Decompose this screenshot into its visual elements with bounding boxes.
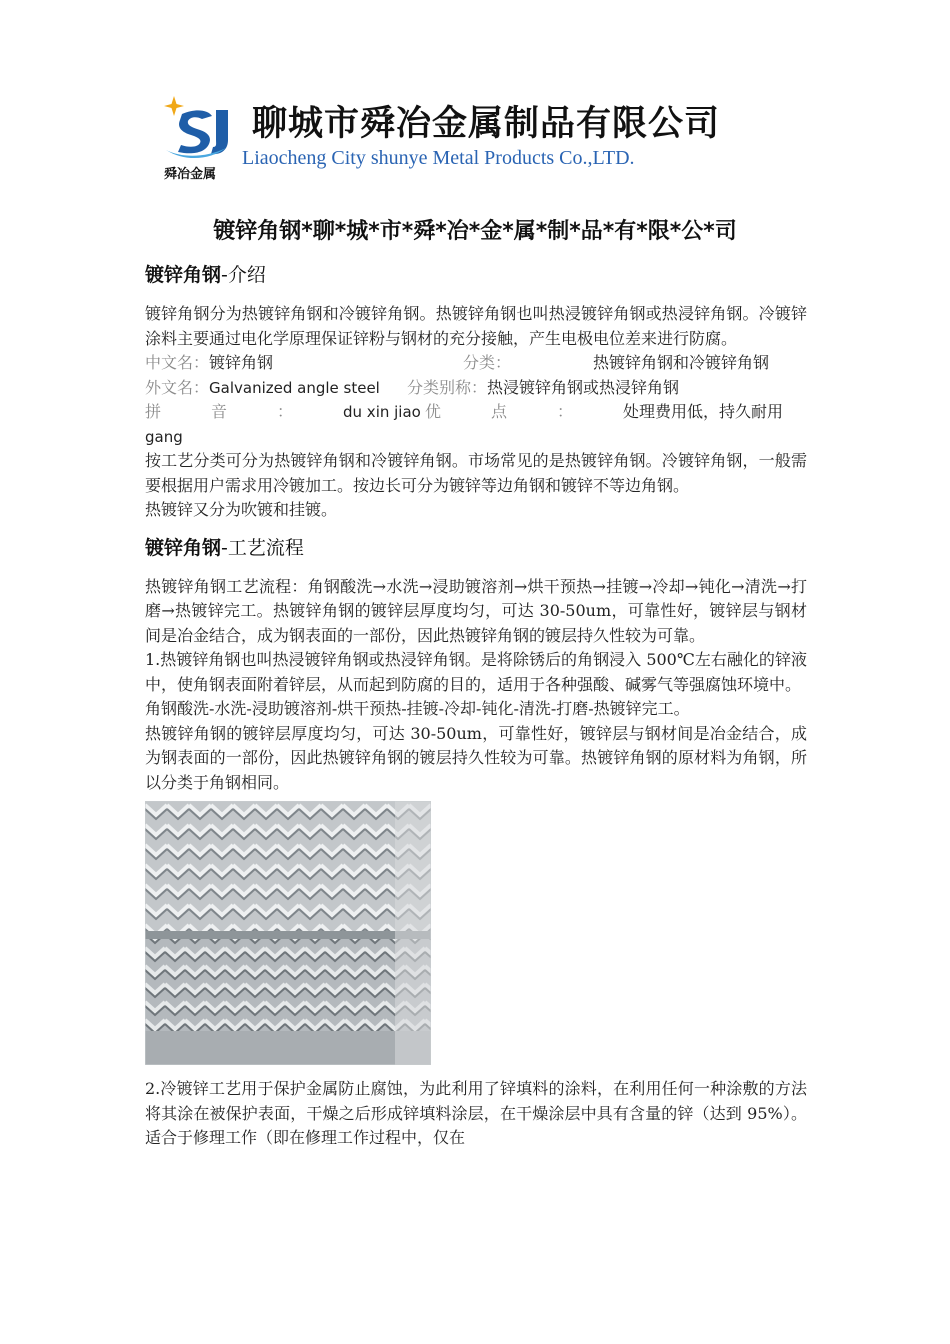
info-label: 分类： (463, 353, 512, 372)
hot-dip-types-paragraph: 热镀锌又分为吹镀和挂镀。 (145, 500, 338, 519)
section-heading-process (145, 535, 807, 561)
document-title: 镀锌角钢*聊*城*市*舜*冶*金*属*制*品*有*限*公*司 (213, 219, 737, 244)
logo-caption: 舜冶金属 (164, 167, 217, 182)
heading-rest-part: -介绍 (221, 264, 266, 286)
info-value: 镀锌角钢 (209, 353, 274, 372)
galvanized-angle-steel-photo (145, 801, 431, 1065)
info-row-foreign-name (145, 376, 807, 401)
intro-paragraph: 镀锌角钢分为热镀锌角钢和冷镀锌角钢。热镀锌角钢也叫热浸镀锌角钢或热浸锌角钢。冷镀锌涂料主要通过电化学原理保证锌粉与钢材的充分接触，产生电极电位差来进行防腐。 (145, 304, 807, 348)
company-logo-header (160, 92, 730, 187)
info-row-name (145, 351, 807, 376)
info-label: 中文名： (145, 353, 210, 372)
process-paragraph-3: 角钢酸洗-水洗-浸助镀溶剂-烘干预热-挂镀-冷却-钝化-清洗-打磨-热镀锌完工。 (145, 699, 690, 718)
info-value: 热浸镀锌角钢或热浸锌角钢 (487, 377, 680, 397)
heading-bold-part: 镀锌角钢 (145, 264, 222, 286)
info-label: 分类别称： (407, 377, 488, 397)
heading-rest-part: -工艺流程 (221, 536, 304, 559)
heading-bold-part: 镀锌角钢 (145, 536, 222, 559)
company-name-english: Liaocheng City shunye Metal Products Co.,LTD. (242, 147, 635, 169)
info-value: du xin jiao gang (145, 403, 421, 446)
info-value: 热镀锌角钢和冷镀锌角钢 (593, 353, 770, 372)
company-name-chinese: 聊城市舜冶金属制品有限公司 (252, 104, 721, 144)
process-paragraph-5: 2.冷镀锌工艺用于保护金属防止腐蚀，为此利用了锌填料的涂料，在利用任何一种涂敷的方法将其涂在被保护表面，干燥之后形成锌填料涂层，在干燥涂层中具有含量的锌（达到 95%）。适合于修理工作（即在修理工作过程中，仅在 (145, 1079, 807, 1147)
process-paragraph-2: 1.热镀锌角钢也叫热浸镀锌角钢或热浸锌角钢。是将除锈后的角钢浸入 500℃左右融化的锌液中，使角钢表面附着锌层，从而起到防腐的目的，适用于各种强酸、碱雾气等强腐蚀环境中。 (145, 650, 807, 694)
document-body (145, 262, 807, 1151)
classification-paragraph: 按工艺分类可分为热镀锌角钢和冷镀锌角钢。市场常见的是热镀锌角钢。冷镀锌角钢，一般需要根据用户需求用冷镀加工。按边长可分为镀锌等边角钢和镀锌不等边角钢。 (145, 451, 807, 495)
section-heading-introduction (145, 262, 807, 288)
info-label: 优点： (425, 402, 624, 421)
info-label: 外文名： (145, 377, 210, 397)
info-label: 拼音： (145, 402, 344, 421)
info-value: Galvanized angle steel (209, 378, 380, 397)
process-paragraph-4: 热镀锌角钢的镀锌层厚度均匀，可达 30-50um，可靠性好，镀锌层与钢材间是冶金结合，成为钢表面的一部份，因此热镀锌角钢的镀层持久性较为可靠。热镀锌角钢的原材料为角钢，所以分类于角钢相同。 (145, 723, 807, 792)
process-paragraph-1: 热镀锌角钢工艺流程：角钢酸洗→水洗→浸助镀溶剂→烘干预热→挂镀→冷却→钝化→清洗→打磨→热镀锌完工。热镀锌角钢的镀锌层厚度均匀，可达 30-50um，可靠性好，镀锌层与钢材间是冶金结合，成为钢表面的一部份，因此热镀锌角钢的镀层持久性较为可靠。 (145, 576, 807, 645)
info-value: 处理费用低，持久耐用 (623, 402, 784, 421)
info-row-pinyin (145, 400, 807, 449)
